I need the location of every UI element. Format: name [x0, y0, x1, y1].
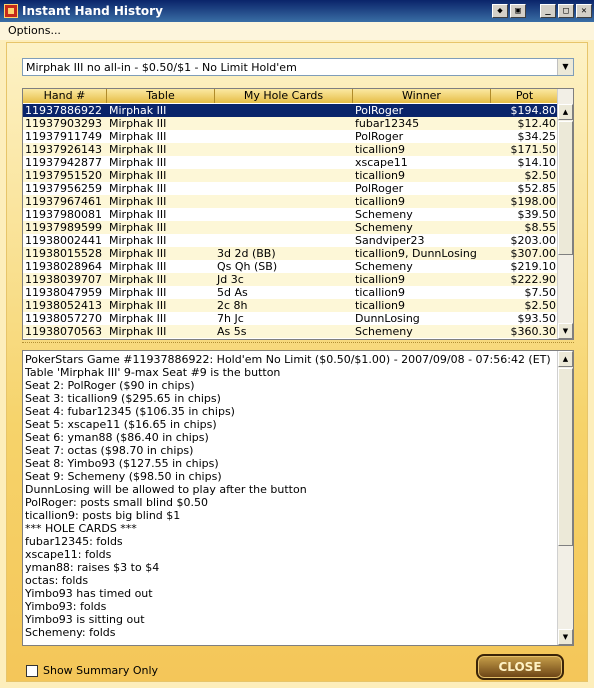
cell-table: Mirphak III [109, 312, 167, 325]
table-row[interactable] [23, 325, 559, 338]
cell-winner: xscape11 [355, 156, 408, 169]
log-line: Seat 8: Yimbo93 ($127.55 in chips) [25, 457, 219, 470]
window-title: Instant Hand History [22, 4, 163, 18]
cell-pot: $203.00 [510, 234, 556, 247]
cell-winner: Schemeny [355, 221, 413, 234]
log-scrollbar[interactable] [557, 351, 573, 645]
cell-pot: $2.50 [524, 299, 556, 312]
cell-winner: ticallion9 [355, 169, 406, 182]
scroll-down-icon[interactable]: ▼ [558, 323, 573, 339]
column-hand-number[interactable]: Hand # [23, 89, 107, 103]
cell-hole-cards [215, 117, 353, 130]
cell-pot: $39.50 [517, 208, 556, 221]
log-line: Schemeny: folds [25, 626, 116, 639]
cell-hand-number: 11937942877 [25, 156, 102, 169]
hands-table [22, 88, 574, 340]
log-line: PokerStars Game #11937886922: Hold'em No Limit ($0.50/$1.00) - 2007/09/08 - 07:56:42 (ET) [25, 353, 551, 366]
cell-winner: ticallion9 [355, 286, 406, 299]
table-row[interactable] [23, 234, 559, 247]
scroll-down-icon[interactable]: ▼ [558, 629, 573, 645]
cell-hole-cards: 3d 2d (BB) [217, 247, 276, 260]
cell-hole-cards: Jd 3c [217, 273, 244, 286]
maximize-button[interactable]: □ [558, 4, 574, 18]
cell-hand-number: 11937926143 [25, 143, 102, 156]
cell-hole-cards: As 5s [217, 325, 247, 338]
scroll-up-icon[interactable]: ▲ [558, 104, 573, 120]
column-table[interactable]: Table [107, 89, 215, 103]
cell-pot: $12.40 [517, 117, 556, 130]
cell-hand-number: 11937886922 [25, 104, 102, 117]
log-line: Yimbo93 is sitting out [25, 613, 145, 626]
app-icon [4, 4, 18, 18]
table-scrollbar[interactable] [557, 89, 573, 339]
cell-pot: $307.00 [510, 247, 556, 260]
cell-table: Mirphak III [109, 221, 167, 234]
cell-hand-number: 11938039707 [25, 273, 102, 286]
table-body [23, 104, 559, 338]
table-row[interactable] [23, 273, 559, 286]
cell-winner: PolRoger [355, 104, 404, 117]
show-summary-checkbox[interactable] [26, 665, 38, 677]
table-row[interactable] [23, 156, 559, 169]
column-winner[interactable]: Winner [353, 89, 491, 103]
log-line: xscape11: folds [25, 548, 112, 561]
cell-hole-cards [215, 156, 353, 169]
cell-hole-cards [215, 234, 353, 247]
log-line: fubar12345: folds [25, 535, 123, 548]
log-line: DunnLosing will be allowed to play after the button [25, 483, 307, 496]
cell-hole-cards [215, 130, 353, 143]
cell-pot: $198.00 [510, 195, 556, 208]
show-summary-toggle[interactable] [26, 664, 158, 677]
cell-pot: $171.50 [510, 143, 556, 156]
cell-hand-number: 11938047959 [25, 286, 102, 299]
cell-hand-number: 11938002441 [25, 234, 102, 247]
cell-winner: Schemeny [355, 325, 413, 338]
cell-hand-number: 11937951520 [25, 169, 102, 182]
cell-hand-number: 11937903293 [25, 117, 102, 130]
table-row[interactable] [23, 169, 559, 182]
menu-bar [0, 22, 594, 40]
cell-pot: $52.85 [517, 182, 556, 195]
title-bar [0, 0, 594, 22]
log-line: Seat 9: Schemeny ($98.50 in chips) [25, 470, 222, 483]
table-row[interactable] [23, 247, 559, 260]
table-row[interactable] [23, 260, 559, 273]
cell-table: Mirphak III [109, 169, 167, 182]
cell-winner: ticallion9 [355, 273, 406, 286]
minimize-button[interactable]: _ [540, 4, 556, 18]
cell-hand-number: 11937967461 [25, 195, 102, 208]
cell-hole-cards: 7h Jc [217, 312, 244, 325]
log-line: Seat 7: octas ($98.70 in chips) [25, 444, 194, 457]
cell-pot: $222.90 [510, 273, 556, 286]
chevron-down-icon[interactable]: ▼ [557, 59, 573, 75]
cell-hole-cards [215, 208, 353, 221]
cell-table: Mirphak III [109, 234, 167, 247]
cell-hand-number: 11938015528 [25, 247, 102, 260]
show-summary-label: Show Summary Only [43, 664, 159, 677]
cell-hole-cards [215, 182, 353, 195]
log-line: Seat 2: PolRoger ($90 in chips) [25, 379, 195, 392]
cell-winner: Schemeny [355, 208, 413, 221]
close-window-button[interactable]: ✕ [576, 4, 592, 18]
cell-hole-cards [215, 143, 353, 156]
log-line: octas: folds [25, 574, 89, 587]
log-line: Table 'Mirphak III' 9-max Seat #9 is the button [25, 366, 281, 379]
cell-pot: $93.50 [517, 312, 556, 325]
cell-pot: $360.30 [510, 325, 556, 338]
cell-winner: ticallion9 [355, 299, 406, 312]
cell-table: Mirphak III [109, 182, 167, 195]
log-line: Seat 3: ticallion9 ($295.65 in chips) [25, 392, 221, 405]
table-row[interactable] [23, 299, 559, 312]
log-line: Seat 6: yman88 ($86.40 in chips) [25, 431, 209, 444]
cell-table: Mirphak III [109, 208, 167, 221]
cell-table: Mirphak III [109, 273, 167, 286]
table-row[interactable] [23, 221, 559, 234]
cell-table: Mirphak III [109, 117, 167, 130]
cell-hand-number: 11938070563 [25, 325, 102, 338]
cell-winner: fubar12345 [355, 117, 420, 130]
cell-winner: Sandviper23 [355, 234, 425, 247]
cell-hand-number: 11938028964 [25, 260, 102, 273]
column-pot[interactable]: Pot [491, 89, 559, 103]
menu-options[interactable]: Options... [8, 24, 61, 37]
cell-hole-cards: 5d As [217, 286, 248, 299]
table-row[interactable] [23, 208, 559, 221]
log-line: ticallion9: posts big blind $1 [25, 509, 181, 522]
cell-winner: Schemeny [355, 260, 413, 273]
close-button[interactable]: CLOSE [476, 654, 564, 680]
scroll-thumb[interactable] [558, 121, 573, 255]
pane-splitter[interactable] [22, 342, 574, 346]
cell-hand-number: 11937980081 [25, 208, 102, 221]
log-line: PolRoger: posts small blind $0.50 [25, 496, 209, 509]
cell-pot: $14.10 [517, 156, 556, 169]
cell-winner: DunnLosing [355, 312, 420, 325]
cell-hole-cards [215, 104, 353, 117]
cell-table: Mirphak III [109, 143, 167, 156]
hand-selector[interactable] [22, 58, 574, 76]
table-row[interactable] [23, 312, 559, 325]
cell-hole-cards: 2c 8h [217, 299, 248, 312]
table-row[interactable] [23, 117, 559, 130]
table-row[interactable] [23, 195, 559, 208]
log-line: *** HOLE CARDS *** [25, 522, 137, 535]
cell-hand-number: 11937911749 [25, 130, 102, 143]
cell-table: Mirphak III [109, 260, 167, 273]
hand-log-text [25, 353, 555, 639]
cell-table: Mirphak III [109, 195, 167, 208]
cell-winner: ticallion9 [355, 143, 406, 156]
table-row[interactable] [23, 143, 559, 156]
hand-selector-value: Mirphak III no all-in - $0.50/$1 - No Limit Hold'em [26, 61, 297, 74]
log-line: Yimbo93: folds [25, 600, 107, 613]
cell-winner: PolRoger [355, 182, 404, 195]
cell-table: Mirphak III [109, 325, 167, 338]
log-line: Seat 4: fubar12345 ($106.35 in chips) [25, 405, 235, 418]
cell-table: Mirphak III [109, 286, 167, 299]
cell-pot: $2.50 [524, 169, 556, 182]
hand-log [22, 350, 574, 646]
log-line: Seat 5: xscape11 ($16.65 in chips) [25, 418, 217, 431]
cell-pot: $7.50 [524, 286, 556, 299]
cell-table: Mirphak III [109, 247, 167, 260]
cell-hole-cards: Qs Qh (SB) [217, 260, 278, 273]
table-row[interactable] [23, 104, 559, 117]
cell-hole-cards [215, 169, 353, 182]
log-line: Yimbo93 has timed out [25, 587, 153, 600]
cell-table: Mirphak III [109, 104, 167, 117]
cell-pot: $34.25 [517, 130, 556, 143]
cell-winner: ticallion9, DunnLosing [355, 247, 477, 260]
table-row[interactable] [23, 130, 559, 143]
cell-hand-number: 11938057270 [25, 312, 102, 325]
cell-pot: $194.80 [510, 104, 556, 117]
cell-pot: $8.55 [524, 221, 556, 234]
cell-table: Mirphak III [109, 156, 167, 169]
log-line: yman88: raises $3 to $4 [25, 561, 160, 574]
table-header [23, 89, 559, 103]
cell-hole-cards [215, 195, 353, 208]
compact-view-icon[interactable]: ▣ [510, 4, 526, 18]
cell-hand-number: 11938052413 [25, 299, 102, 312]
cell-hand-number: 11937956259 [25, 182, 102, 195]
scroll-thumb[interactable] [558, 368, 573, 546]
cell-hole-cards [215, 221, 353, 234]
cell-winner: PolRoger [355, 130, 404, 143]
cell-table: Mirphak III [109, 130, 167, 143]
table-row[interactable] [23, 182, 559, 195]
scroll-up-icon[interactable]: ▲ [558, 351, 573, 367]
pin-icon[interactable]: ◆ [492, 4, 508, 18]
table-row[interactable] [23, 286, 559, 299]
cell-hand-number: 11937989599 [25, 221, 102, 234]
cell-winner: ticallion9 [355, 195, 406, 208]
cell-pot: $219.10 [510, 260, 556, 273]
cell-table: Mirphak III [109, 299, 167, 312]
column-hole-cards[interactable]: My Hole Cards [215, 89, 353, 103]
